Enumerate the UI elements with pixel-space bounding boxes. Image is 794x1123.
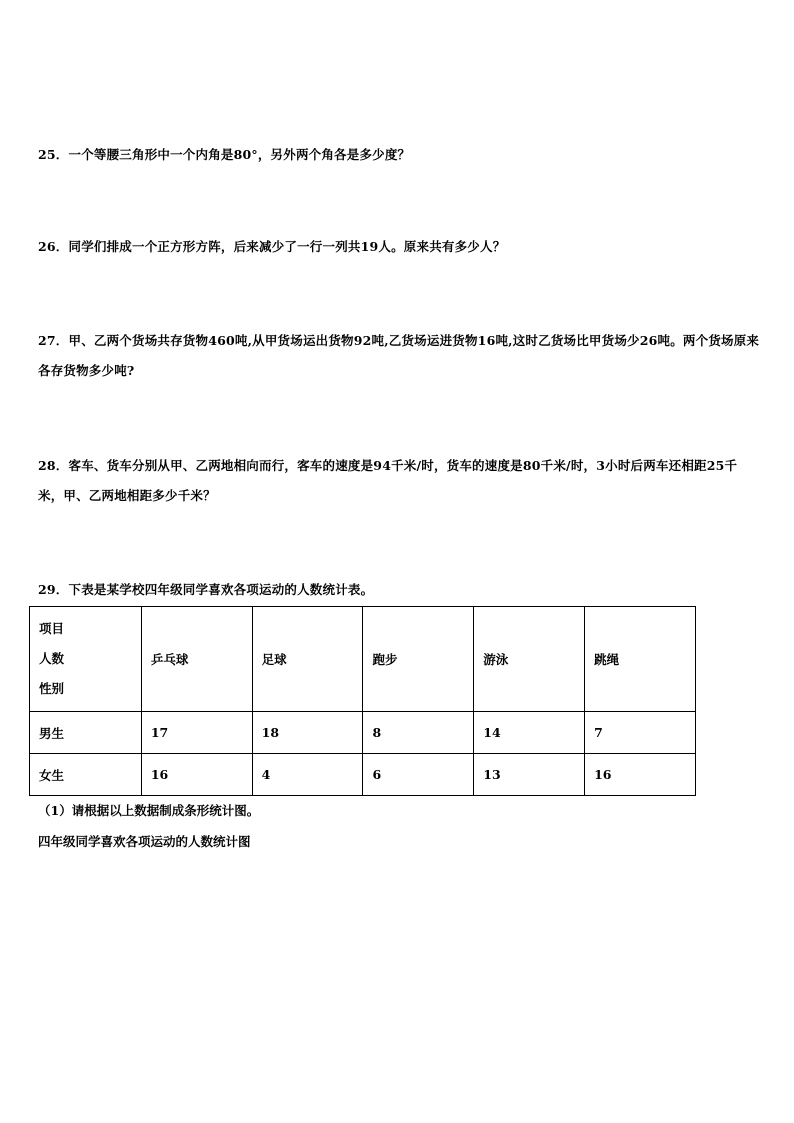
corner-label-item: 项目 [39,621,65,636]
header-football: 足球 [252,607,363,712]
row-label-girls: 女生 [30,754,142,796]
header-jump-rope: 跳绳 [585,607,696,712]
sports-stats-table [29,606,696,796]
corner-label-gender: 性别 [39,681,65,696]
cell-girls-football: 4 [252,754,363,796]
question-28: 28．客车、货车分别从甲、乙两地相向而行，客车的速度是94千米/时，货车的速度是80千米/时，3小时后两车还相距25千米，甲、乙两地相距多少千米？ [38,458,738,503]
cell-boys-swimming: 14 [474,712,585,754]
question-27: 27．甲、乙两个货场共存货物460吨,从甲货场运出货物92吨,乙货场运进货物16吨,这时乙货场比甲货场少26吨。两个货场原来各存货物多少吨? [38,333,760,378]
question-26: 26．同学们排成一个正方形方阵，后来减少了一行一列共19人。原来共有多少人？ [38,239,506,254]
table-row-girls [30,754,696,796]
row-label-boys: 男生 [30,712,142,754]
sub-question-1: （1）请根据以上数据制成条形统计图。 [38,803,260,818]
cell-boys-football: 18 [252,712,363,754]
table-corner-cell [30,607,142,712]
question-25: 25．一个等腰三角形中一个内角是80°，另外两个角各是多少度？ [38,147,411,162]
cell-girls-running: 6 [363,754,474,796]
question-29: 29．下表是某学校四年级同学喜欢各项运动的人数统计表。 [38,582,374,597]
cell-boys-running: 8 [363,712,474,754]
header-swimming: 游泳 [474,607,585,712]
corner-label-count: 人数 [39,651,65,666]
cell-girls-swimming: 13 [474,754,585,796]
header-table-tennis: 乒乓球 [141,607,252,712]
header-running: 跑步 [363,607,474,712]
cell-boys-table-tennis: 17 [141,712,252,754]
cell-girls-table-tennis: 16 [141,754,252,796]
table-header-row [30,607,696,712]
cell-boys-jump-rope: 7 [585,712,696,754]
chart-title: 四年级同学喜欢各项运动的人数统计图 [38,834,251,849]
table-row-boys [30,712,696,754]
cell-girls-jump-rope: 16 [585,754,696,796]
